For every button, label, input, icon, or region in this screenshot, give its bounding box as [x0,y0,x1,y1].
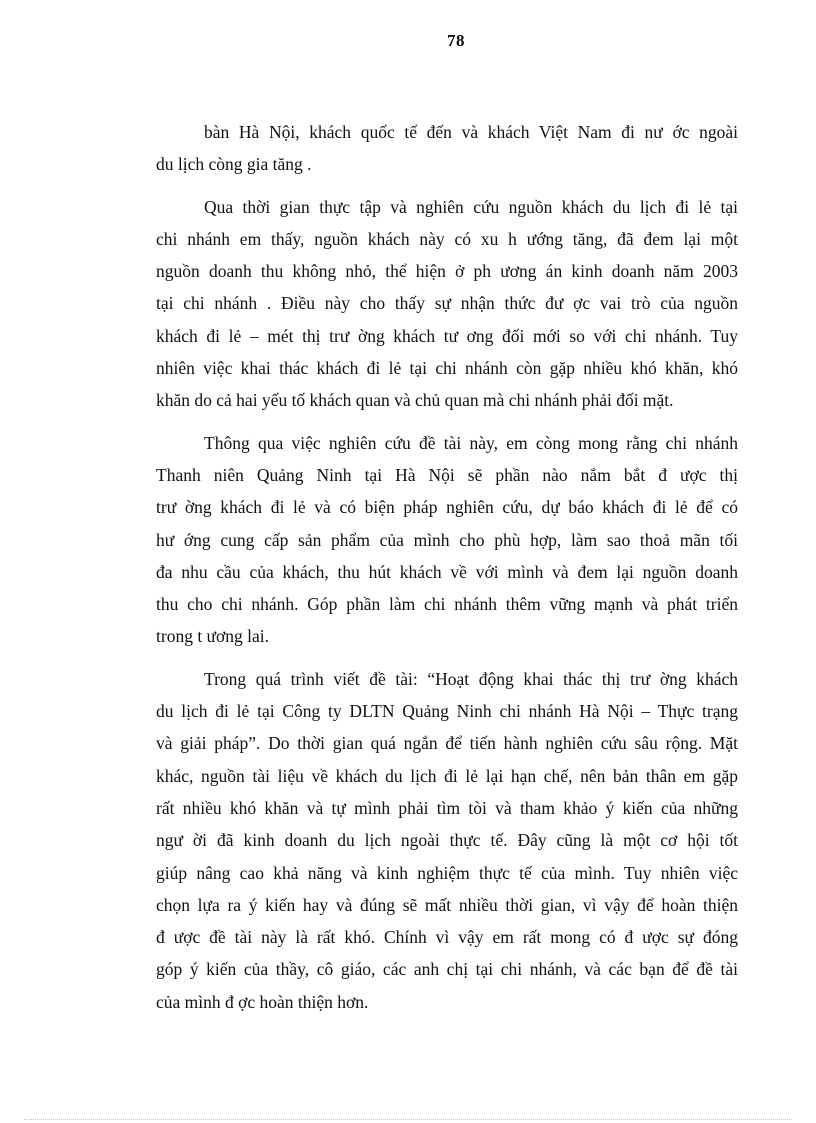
page-number: 78 [447,31,465,50]
text-line: chi nhánh em thấy, nguồn khách này có xu h ướng tăng, đã đem lại một [156,228,738,249]
text-line: và giải pháp”. Do thời gian quá ngắn để tiến hành nghiên cứu sâu rộng. Mặt [156,733,738,754]
text-line: nguồn doanh thu không nhỏ, thể hiện ở ph ương án kinh doanh năm 2003 [156,261,738,282]
text-line: góp ý kiến của thầy, cô giáo, các anh chị tại chi nhánh, và các bạn để đề tài [156,959,738,980]
paragraph-1 [156,116,738,181]
text-line: du lịch còng gia tăng . [156,154,312,175]
page-bottom-divider [24,1119,792,1120]
document-body [156,116,738,1028]
text-line: khăn do cả hai yếu tố khách quan và chủ quan mà chi nhánh phải đối mặt. [156,390,674,411]
text-line: chọn lựa ra ý kiến hay và đúng sẽ mất nhiều thời gian, vì vậy để hoàn thiện [156,894,738,915]
text-line: du lịch đi lẻ tại Công ty DLTN Quảng Ninh chi nhánh Hà Nội – Thực trạng [156,701,738,722]
text-line: đa nhu cầu của khách, thu hút khách về với mình và đem lại nguồn doanh [156,561,738,582]
text-line: bàn Hà Nội, khách quốc tế đến và khách Việt Nam đi nư ớc ngoài [204,122,738,142]
text-line: khách đi lẻ – mét thị trư ờng khách tư ơng đối mới so với chi nhánh. Tuy [156,325,738,346]
text-line: của mình đ ợc hoàn thiện hơn. [156,991,369,1012]
text-line: đ ược đề tài này là rất khó. Chính vì vậy em rất mong có đ ược sự đóng [156,927,738,948]
text-line: hư ớng cung cấp sản phẩm của mình cho phù hợp, làm sao thoả mãn tối [156,529,738,550]
text-line: khác, nguồn tài liệu về khách du lịch đi lẻ lại hạn chế, nên bản thân em gặp [156,765,738,786]
paragraph-2 [156,191,738,417]
text-line: Thanh niên Quảng Ninh tại Hà Nội sẽ phần nào nắm bắt đ ược thị [156,464,738,485]
paragraph-4 [156,663,738,1018]
text-line: thu cho chi nhánh. Góp phần làm chi nhánh thêm vững mạnh và phát triển [156,594,738,615]
text-line: tại chi nhánh . Điều này cho thấy sự nhận thức đư ợc vai trò của nguồn [156,293,738,314]
paragraph-3 [156,427,738,653]
text-line: giúp nâng cao khả năng và kinh nghiệm thực tế của mình. Tuy nhiên việc [156,862,738,883]
text-line: nhiên việc khai thác khách đi lẻ tại chi nhánh còn gặp nhiều khó khăn, khó [156,358,738,379]
text-line: Trong quá trình viết đề tài: “Hoạt động khai thác thị trư ờng khách [204,668,738,689]
text-line: trong t ương lai. [156,626,270,647]
text-line: rất nhiều khó khăn và tự mình phải tìm tòi và tham khảo ý kiến của những [156,797,738,818]
text-line: trư ờng khách đi lẻ và có biện pháp nghiên cứu, dự báo khách đi lẻ để có [156,497,738,518]
text-line: Thông qua việc nghiên cứu đề tài này, em còng mong rằng chi nhánh [204,432,738,453]
text-line: ngư ời đã kinh doanh du lịch ngoài thực tế. Đây cũng là một cơ hội tốt [156,830,738,851]
text-line: Qua thời gian thực tập và nghiên cứu nguồn khách du lịch đi lẻ tại [204,196,738,217]
